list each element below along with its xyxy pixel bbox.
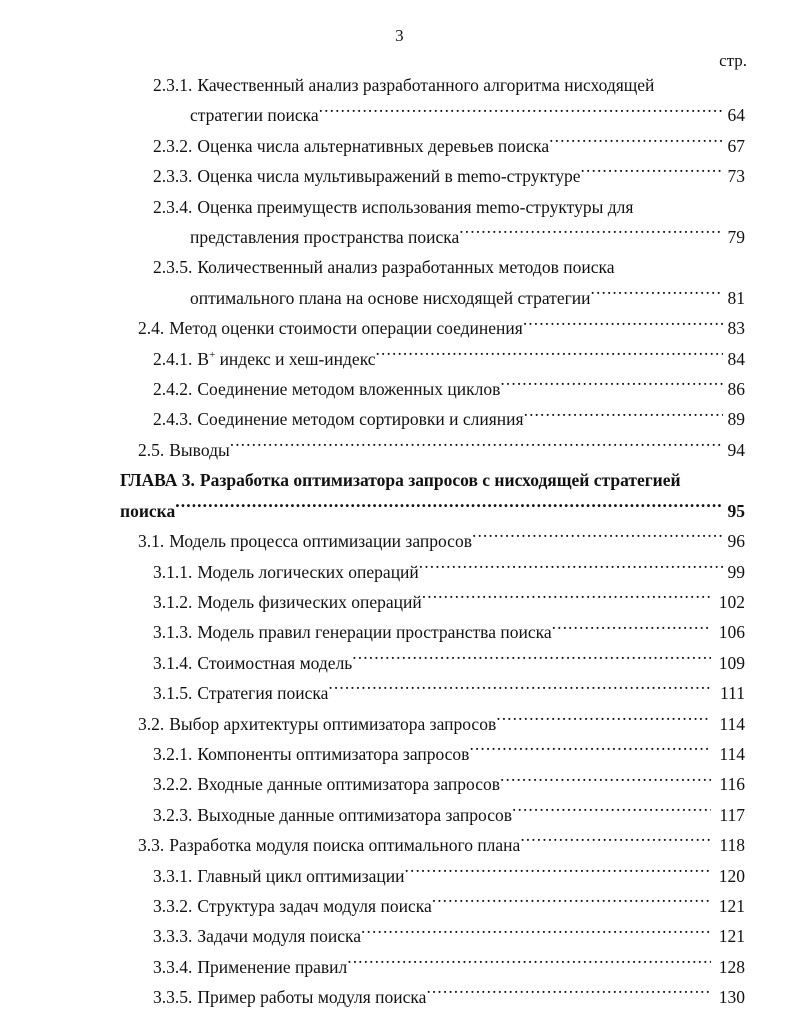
- dot-leader: [175, 499, 723, 517]
- toc-entry-title: Выводы: [169, 439, 230, 460]
- toc-entry-title: Модель процесса оптимизации запросов: [169, 531, 472, 552]
- dot-leader: [549, 134, 723, 152]
- toc-entry[interactable]: [0, 800, 799, 830]
- dot-leader: [319, 104, 723, 122]
- toc-page-number: 64: [727, 105, 745, 126]
- toc-entry[interactable]: [0, 344, 799, 374]
- dot-leader: [426, 986, 711, 1004]
- toc-line[interactable]: [0, 769, 799, 799]
- toc-line[interactable]: [0, 131, 799, 161]
- toc-entry-number: 2.3.1.: [153, 75, 193, 95]
- dot-leader: [347, 955, 711, 973]
- toc-line-continuation[interactable]: [0, 222, 799, 252]
- toc-entry-title: Структура задач модуля поиска: [197, 895, 432, 916]
- toc-line[interactable]: [0, 617, 799, 647]
- toc-entry-title: Выходные данные оптимизатора запросов: [197, 804, 512, 825]
- toc-entry[interactable]: [0, 526, 799, 556]
- toc-entry-number: 3.1.2.: [153, 591, 193, 612]
- toc-entry-number: 2.4.3.: [153, 409, 193, 430]
- toc-entry-number: 2.4.: [138, 318, 165, 339]
- toc-entry-number: 3.1.4.: [153, 652, 193, 673]
- toc-entry-number: 2.3.5.: [153, 257, 193, 278]
- toc-entry-title: Качественный анализ разработанного алгоритма нисходящей: [197, 75, 655, 95]
- toc-entry-number: 3.3.3.: [153, 926, 193, 947]
- toc-entry[interactable]: [0, 192, 799, 253]
- toc-entry-number: 3.1.: [138, 531, 165, 552]
- toc-page-number: 99: [727, 561, 745, 582]
- toc-entry-title: Оценка числа альтернативных деревьев поиска: [197, 135, 550, 156]
- toc-entry-number: 3.3.1.: [153, 865, 193, 886]
- dot-leader: [500, 378, 723, 396]
- toc-entry-number: 3.2.: [138, 713, 165, 734]
- toc-page-number: 79: [727, 227, 745, 248]
- toc-page-number: 102: [718, 591, 745, 612]
- dot-leader: [500, 773, 711, 791]
- toc-entry[interactable]: [0, 830, 799, 860]
- toc-page-number: 95: [727, 500, 745, 521]
- toc-page-number: 120: [718, 865, 745, 886]
- toc-line[interactable]: [0, 313, 799, 343]
- toc-entry-title: Пример работы модуля поиска: [197, 987, 427, 1008]
- toc-entry[interactable]: [0, 252, 799, 313]
- toc-entry-number: 3.1.5.: [153, 683, 193, 704]
- dot-leader: [469, 742, 711, 760]
- table-of-contents: [0, 70, 799, 1013]
- toc-line[interactable]: [0, 861, 799, 891]
- toc-entry-number: 2.4.1.: [153, 348, 193, 369]
- toc-page-number: 116: [719, 774, 745, 795]
- toc-entry-title: Оценка преимуществ использования memo-структуры для: [197, 196, 634, 217]
- toc-entry[interactable]: [0, 861, 799, 891]
- toc-entry-number: 3.2.2.: [153, 774, 193, 795]
- toc-entry[interactable]: [0, 557, 799, 587]
- toc-entry[interactable]: [0, 465, 799, 526]
- toc-entry-number: 3.3.5.: [153, 987, 193, 1008]
- toc-page-number: 114: [719, 743, 745, 764]
- toc-entry-title: Задачи модуля поиска: [197, 926, 362, 947]
- toc-entry[interactable]: [0, 313, 799, 343]
- toc-page-number: 117: [719, 804, 745, 825]
- dot-leader: [419, 560, 723, 578]
- dot-leader: [496, 712, 711, 730]
- toc-entry-number: 2.3.3.: [153, 166, 193, 187]
- toc-entry[interactable]: [0, 374, 799, 404]
- toc-entry-title: Стоимостная модель: [197, 652, 353, 673]
- toc-line[interactable]: [0, 739, 799, 769]
- toc-page-number: 83: [727, 318, 745, 339]
- toc-entry[interactable]: [0, 587, 799, 617]
- dot-leader: [681, 469, 745, 487]
- dot-leader: [361, 925, 711, 943]
- toc-line-continuation[interactable]: [0, 100, 799, 130]
- toc-page-number: 111: [720, 683, 745, 704]
- toc-entry-title: Разработка модуля поиска оптимального плана: [169, 835, 521, 856]
- toc-entry[interactable]: [0, 648, 799, 678]
- toc-page-number: 94: [727, 439, 745, 460]
- toc-entry-title: Применение правил: [197, 956, 348, 977]
- toc-entry-number: ГЛАВА 3.: [120, 470, 195, 491]
- toc-line[interactable]: [0, 526, 799, 556]
- dot-leader: [523, 317, 723, 335]
- toc-entry[interactable]: [0, 161, 799, 191]
- toc-page-number: 73: [727, 166, 745, 187]
- toc-line[interactable]: [0, 344, 799, 374]
- dot-leader: [352, 651, 711, 669]
- toc-entry-title: Модель физических операций: [197, 591, 422, 612]
- toc-page-number: 121: [718, 895, 745, 916]
- toc-line-continuation[interactable]: [0, 283, 799, 313]
- superscript-plus: +: [209, 348, 216, 361]
- toc-line[interactable]: [0, 435, 799, 465]
- toc-line[interactable]: [0, 192, 799, 222]
- toc-entry-title-continuation: стратегии поиска: [190, 105, 319, 126]
- toc-line[interactable]: [0, 70, 799, 100]
- dot-leader: [581, 165, 723, 183]
- dot-leader: [524, 408, 723, 426]
- toc-entry[interactable]: [0, 769, 799, 799]
- toc-page-number: 81: [727, 287, 745, 308]
- toc-entry[interactable]: [0, 739, 799, 769]
- toc-entry-title: Выбор архитектуры оптимизатора запросов: [169, 713, 497, 734]
- toc-line[interactable]: [0, 252, 799, 282]
- toc-entry-title: Разработка оптимизатора запросов с нисходящей стратегией: [199, 470, 681, 491]
- toc-line[interactable]: [0, 374, 799, 404]
- toc-entry-number: 3.2.1.: [153, 743, 193, 764]
- toc-entry-title: Оценка числа мультивыражений в memo-структуре: [197, 166, 581, 187]
- toc-entry-title: Входные данные оптимизатора запросов: [197, 774, 501, 795]
- dot-leader: [376, 347, 723, 365]
- toc-entry-title: Стратегия поиска: [197, 683, 329, 704]
- toc-line[interactable]: [0, 465, 799, 495]
- toc-entry-number: 3.2.3.: [153, 804, 193, 825]
- toc-entry-title-continuation: представления пространства поиска: [190, 227, 460, 248]
- toc-entry-number: 2.3.2.: [153, 135, 193, 156]
- toc-entry-number: 3.3.: [138, 835, 165, 856]
- dot-leader: [422, 590, 711, 608]
- toc-entry-title: Модель правил генерации пространства поиска: [197, 622, 552, 643]
- toc-line[interactable]: [0, 587, 799, 617]
- dot-leader: [230, 438, 723, 456]
- page-column-header: стр.: [719, 51, 747, 70]
- toc-entry-title: Соединение методом сортировки и слияния: [197, 409, 524, 430]
- toc-entry-title: Количественный анализ разработанных методов поиска: [197, 257, 615, 278]
- dot-leader: [520, 834, 711, 852]
- toc-entry-number: 2.3.4.: [153, 196, 193, 217]
- dot-leader: [459, 226, 723, 244]
- page-number-folio: 3: [395, 26, 404, 45]
- toc-entry[interactable]: [0, 982, 799, 1012]
- toc-page-number: 96: [727, 531, 745, 552]
- toc-entry[interactable]: [0, 617, 799, 647]
- toc-page-number: 128: [718, 956, 745, 977]
- toc-entry-title: Компоненты оптимизатора запросов: [197, 743, 470, 764]
- toc-line[interactable]: [0, 952, 799, 982]
- toc-page-number: 86: [727, 379, 745, 400]
- toc-line[interactable]: [0, 921, 799, 951]
- toc-line[interactable]: [0, 830, 799, 860]
- toc-entry-number: 2.5.: [138, 439, 165, 460]
- toc-entry-title: Соединение методом вложенных циклов: [197, 379, 501, 400]
- toc-page-number: 114: [719, 713, 745, 734]
- dot-leader: [432, 894, 711, 912]
- toc-line[interactable]: [0, 404, 799, 434]
- toc-line[interactable]: [0, 709, 799, 739]
- toc-entry-number: 3.1.1.: [153, 561, 193, 582]
- toc-entry[interactable]: [0, 678, 799, 708]
- dot-leader: [654, 74, 745, 92]
- toc-line-continuation[interactable]: [0, 496, 799, 526]
- toc-entry-number: 3.3.4.: [153, 956, 193, 977]
- toc-page-number: 121: [718, 926, 745, 947]
- toc-line[interactable]: [0, 891, 799, 921]
- toc-entry[interactable]: [0, 952, 799, 982]
- toc-line[interactable]: [0, 982, 799, 1012]
- toc-page-number: 106: [718, 622, 745, 643]
- dot-leader: [552, 621, 711, 639]
- toc-entry[interactable]: [0, 709, 799, 739]
- toc-line[interactable]: [0, 648, 799, 678]
- toc-entry[interactable]: [0, 891, 799, 921]
- toc-entry-title-continuation: оптимального плана на основе нисходящей стратегии: [190, 287, 591, 308]
- dot-leader: [472, 530, 723, 548]
- toc-page-number: 130: [718, 987, 745, 1008]
- dot-leader: [614, 256, 745, 274]
- toc-entry[interactable]: [0, 435, 799, 465]
- toc-entry-title-continuation: поиска: [120, 500, 176, 521]
- toc-entry[interactable]: [0, 404, 799, 434]
- toc-page-number: 109: [718, 652, 745, 673]
- toc-entry-title: Метод оценки стоимости операции соединения: [169, 318, 523, 339]
- toc-line[interactable]: [0, 161, 799, 191]
- toc-page-number: 67: [727, 135, 745, 156]
- dot-leader: [405, 864, 712, 882]
- toc-line[interactable]: [0, 557, 799, 587]
- toc-entry-number: 3.3.2.: [153, 895, 193, 916]
- toc-entry[interactable]: [0, 70, 799, 131]
- toc-entry-title: B+ индекс и хеш-индекс: [197, 348, 376, 369]
- toc-entry[interactable]: [0, 921, 799, 951]
- toc-entry-number: 3.1.3.: [153, 622, 193, 643]
- toc-page-number: 118: [719, 835, 745, 856]
- dot-leader: [591, 286, 723, 304]
- toc-page-number: 89: [727, 409, 745, 430]
- toc-entry[interactable]: [0, 131, 799, 161]
- toc-line[interactable]: [0, 678, 799, 708]
- dot-leader: [512, 803, 711, 821]
- toc-entry-title: Модель логических операций: [197, 561, 419, 582]
- dot-leader: [328, 682, 711, 700]
- toc-entry-number: 2.4.2.: [153, 379, 193, 400]
- toc-entry-title: Главный цикл оптимизации: [197, 865, 405, 886]
- dot-leader: [633, 195, 745, 213]
- toc-page-number: 84: [727, 348, 745, 369]
- toc-line[interactable]: [0, 800, 799, 830]
